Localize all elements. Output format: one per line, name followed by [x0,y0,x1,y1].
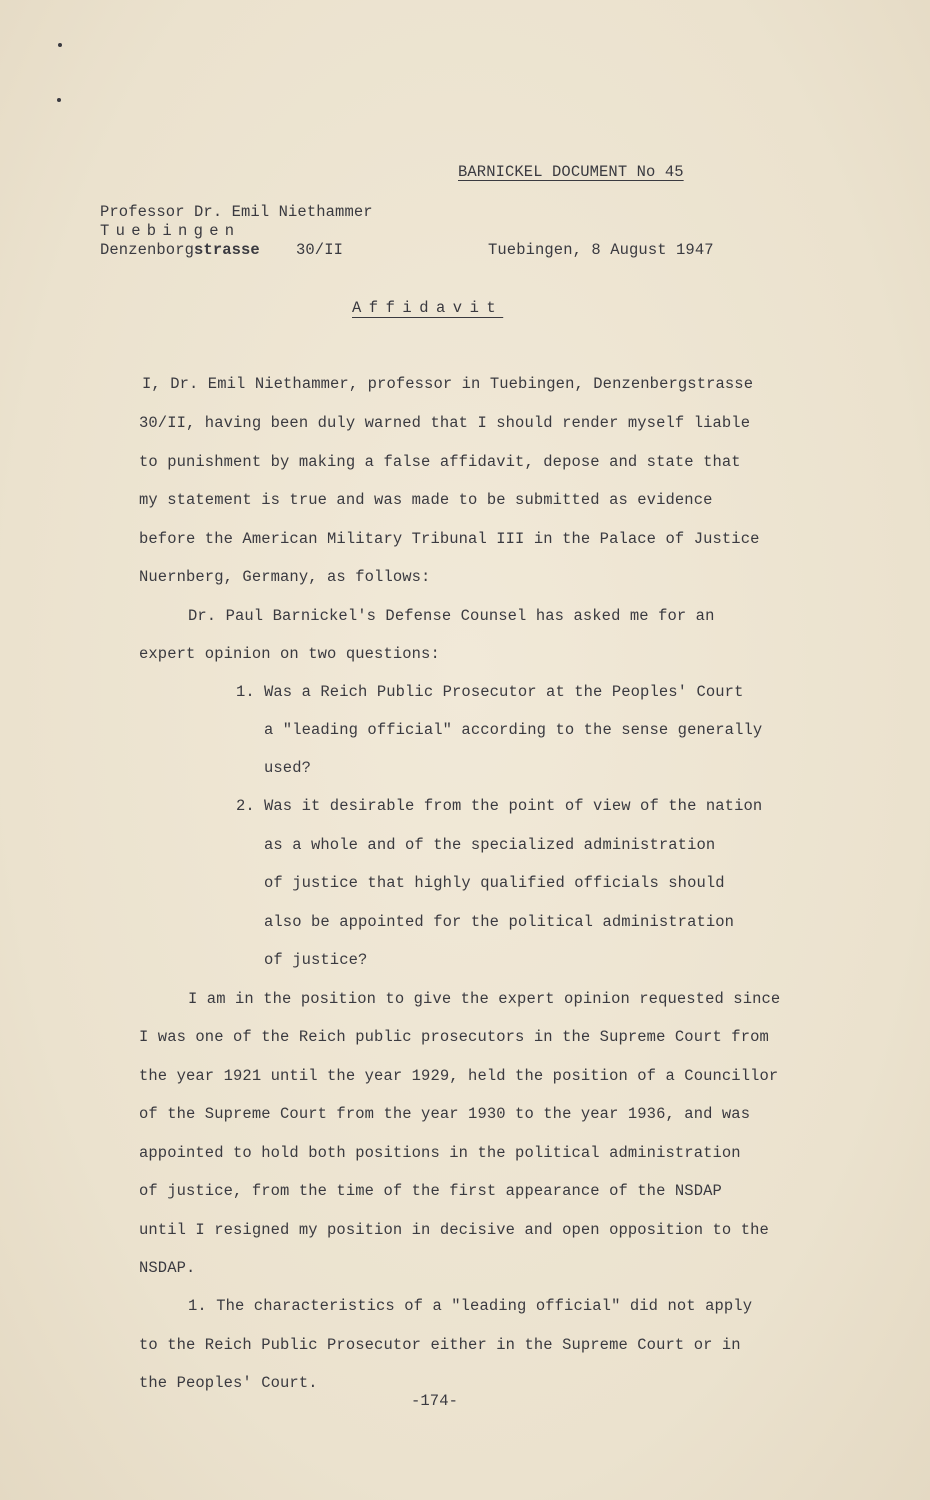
street-suffix: strasse [194,241,260,259]
author-street [100,240,260,260]
body-line: my statement is true and was made to be submitted as evidence [139,491,713,509]
margin-mark [57,98,61,102]
body-line: NSDAP. [139,1259,196,1277]
question-number: 1. [236,683,255,701]
body-line: I, Dr. Emil Niethammer, professor in Tuebingen, Denzenbergstrasse [142,375,754,393]
body-line: the Peoples' Court. [139,1374,318,1392]
body-line: to the Reich Public Prosecutor either in the Supreme Court or in [139,1336,741,1354]
question-line: of justice that highly qualified officials should [264,874,725,892]
question-line: of justice? [264,951,368,969]
body-line: I was one of the Reich public prosecutors in the Supreme Court from [139,1028,769,1046]
body-line: appointed to hold both positions in the political administration [139,1144,741,1162]
page-number: -174- [411,1392,459,1410]
body-line: Nuernberg, Germany, as follows: [139,568,431,586]
question-number: 2. [236,797,255,815]
body-line: of justice, from the time of the first appearance of the NSDAP [139,1182,722,1200]
body-line: of the Supreme Court from the year 1930 to the year 1936, and was [139,1105,751,1123]
body-line: until I resigned my position in decisive and open opposition to the [139,1221,769,1239]
street-number: 30/II [296,241,344,259]
margin-mark [58,43,62,47]
author-line: Professor Dr. Emil Niethammer [100,203,373,221]
question-line: also be appointed for the political administration [264,913,735,931]
body-line: I am in the position to give the expert opinion requested since [188,990,781,1008]
body-line: before the American Military Tribunal III in the Palace of Justice [139,530,760,548]
document-title: Affidavit [352,299,504,317]
document-reference: BARNICKEL DOCUMENT No 45 [458,163,684,181]
question-line: a "leading official" according to the sense generally [264,721,763,739]
body-line: to punishment by making a false affidavit, depose and state that [139,453,741,471]
body-line: 1. The characteristics of a "leading official" did not apply [188,1297,753,1315]
body-line: 30/II, having been duly warned that I should render myself liable [139,414,751,432]
body-line: Dr. Paul Barnickel's Defense Counsel has asked me for an [188,607,715,625]
question-line: used? [264,759,312,777]
question-line: Was it desirable from the point of view of the nation [264,797,763,815]
author-city: Tuebingen [100,222,241,240]
body-line: the year 1921 until the year 1929, held the position of a Councillor [139,1067,779,1085]
question-line: as a whole and of the specialized administration [264,836,716,854]
street-name: Denzenborg [100,241,195,259]
question-line: Was a Reich Public Prosecutor at the Peoples' Court [264,683,744,701]
body-line: expert opinion on two questions: [139,645,440,663]
place-date: Tuebingen, 8 August 1947 [488,241,714,259]
